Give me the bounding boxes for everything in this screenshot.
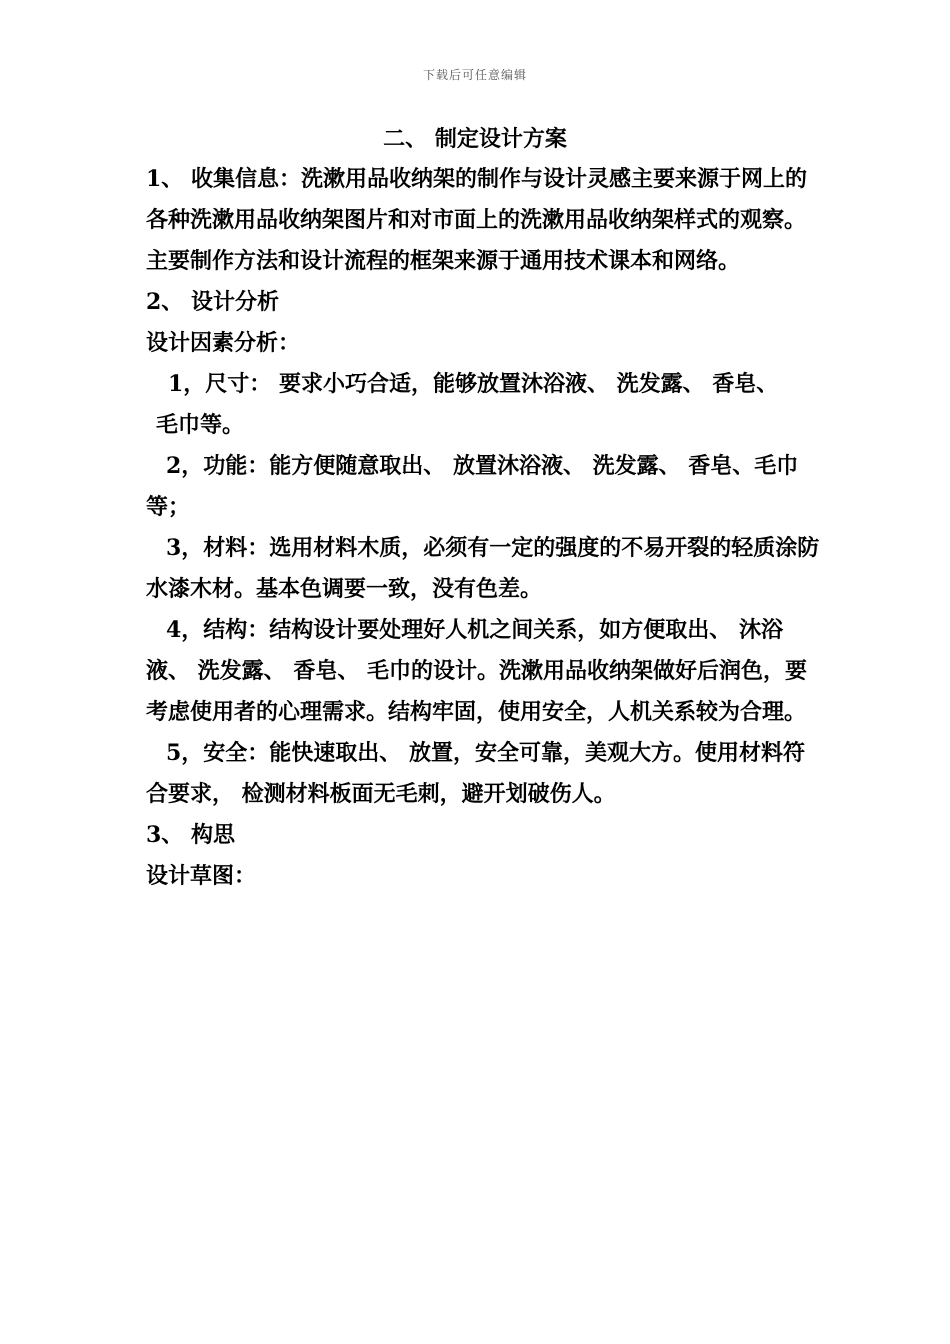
- page-header: 下载后可任意编辑: [422, 68, 527, 82]
- section-1-paragraph: 1、 收集信息：洗漱用品收纳架的制作与设计灵感主要来源于网上的各种洗漱用品收纳架图片和对市面上的洗漱用品收纳架样式的观察。主要制作方法和设计流程的框架来源于通用技术课本和网络。: [146, 166, 807, 274]
- design-sketch-heading: 设计草图：: [146, 863, 257, 889]
- section-3-heading: 3、 构思: [146, 822, 235, 848]
- document-body: [146, 159, 826, 897]
- factor-function: 2，功能：能方便随意取出、 放置沐浴液、 洗发露、 香皂、毛巾等；: [146, 453, 799, 520]
- factor-size-line2: 毛巾等。: [156, 412, 245, 438]
- section-2-heading: 2、 设计分析: [146, 289, 279, 315]
- document-title: 二、 制定设计方案: [383, 126, 567, 152]
- design-factors-heading: 设计因素分析：: [146, 330, 301, 356]
- factor-safety: 5，安全：能快速取出、 放置，安全可靠，美观大方。使用材料符合要求， 检测材料板面无毛刺，避开划破伤人。: [146, 740, 805, 807]
- factor-structure: 4，结构：结构设计要处理好人机之间关系，如方便取出、 沐浴液、 洗发露、 香皂、 毛巾的设计。洗漱用品收纳架做好后润色，要考虑使用者的心理需求。结构牢固，使用安全，人机关系较为合理。: [146, 617, 807, 725]
- factor-size-line1: 1，尺寸： 要求小巧合适，能够放置沐浴液、 洗发露、 香皂、: [168, 371, 779, 397]
- factor-material: 3，材料：选用材料木质，必须有一定的强度的不易开裂的轻质涂防水漆木材。基本色调要一致，没有色差。: [146, 535, 820, 602]
